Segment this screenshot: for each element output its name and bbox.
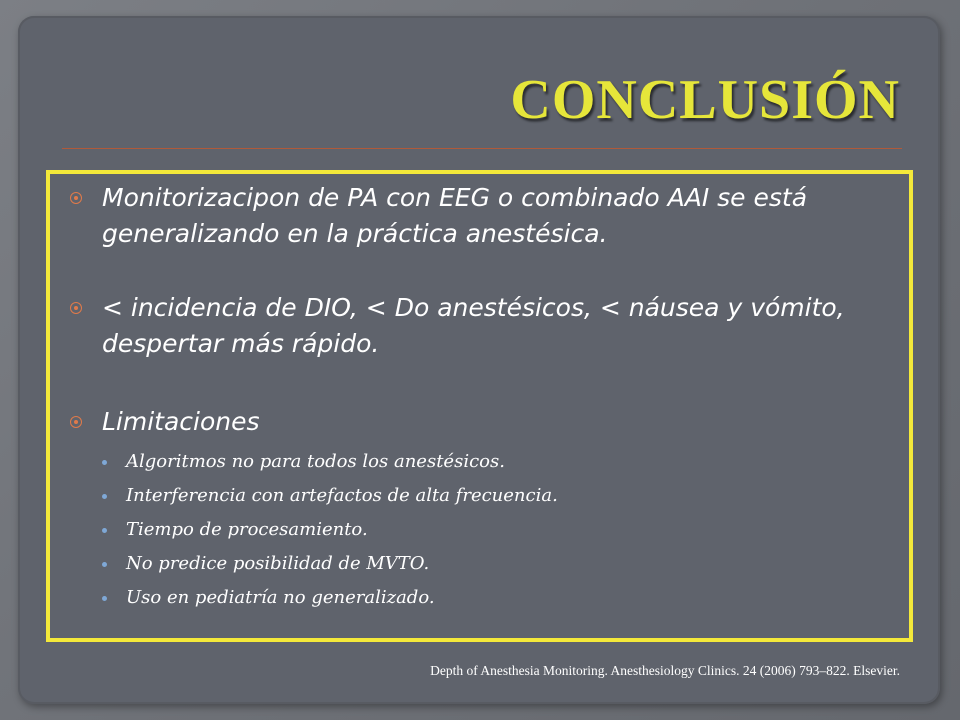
circle-dot-bullet-icon: [70, 192, 82, 204]
sub-bullet-text: Algoritmos no para todos los anestésicos.: [126, 451, 505, 472]
title-divider: [62, 148, 902, 149]
small-dot-bullet-icon: [102, 494, 107, 499]
sub-bullet-item: [102, 552, 882, 586]
bullet-item: [60, 180, 900, 252]
circle-dot-bullet-icon: [70, 416, 82, 428]
bullet-text: < incidencia de DIO, < Do anestésicos, < náusea y vómito, despertar más rápido.: [102, 293, 845, 358]
small-dot-bullet-icon: [102, 528, 107, 533]
bullet-text: Limitaciones: [102, 407, 260, 436]
sub-bullet-text: No predice posibilidad de MVTO.: [126, 553, 430, 574]
sub-bullet-text: Interferencia con artefactos de alta frecuencia.: [126, 485, 558, 506]
sub-bullet-item: [102, 586, 882, 620]
sub-bullet-item: [102, 450, 882, 484]
limitations-list: [102, 450, 882, 620]
content-box: [46, 170, 913, 642]
citation: Depth of Anesthesia Monitoring. Anesthesiology Clinics. 24 (2006) 793–822. Elsevier.: [430, 663, 900, 678]
sub-bullet-item: [102, 518, 882, 552]
small-dot-bullet-icon: [102, 596, 107, 601]
small-dot-bullet-icon: [102, 460, 107, 465]
circle-dot-bullet-icon: [70, 302, 82, 314]
slide-title: CONCLUSIÓN: [510, 69, 900, 131]
small-dot-bullet-icon: [102, 562, 107, 567]
bullet-item: [60, 404, 900, 440]
sub-bullet-text: Tiempo de procesamiento.: [126, 519, 368, 540]
sub-bullet-text: Uso en pediatría no generalizado.: [126, 587, 435, 608]
sub-bullet-item: [102, 484, 882, 518]
bullet-text: Monitorizacipon de PA con EEG o combinado AAI se está generalizando en la práctica anestésica.: [102, 183, 808, 248]
bullet-item: [60, 290, 900, 362]
